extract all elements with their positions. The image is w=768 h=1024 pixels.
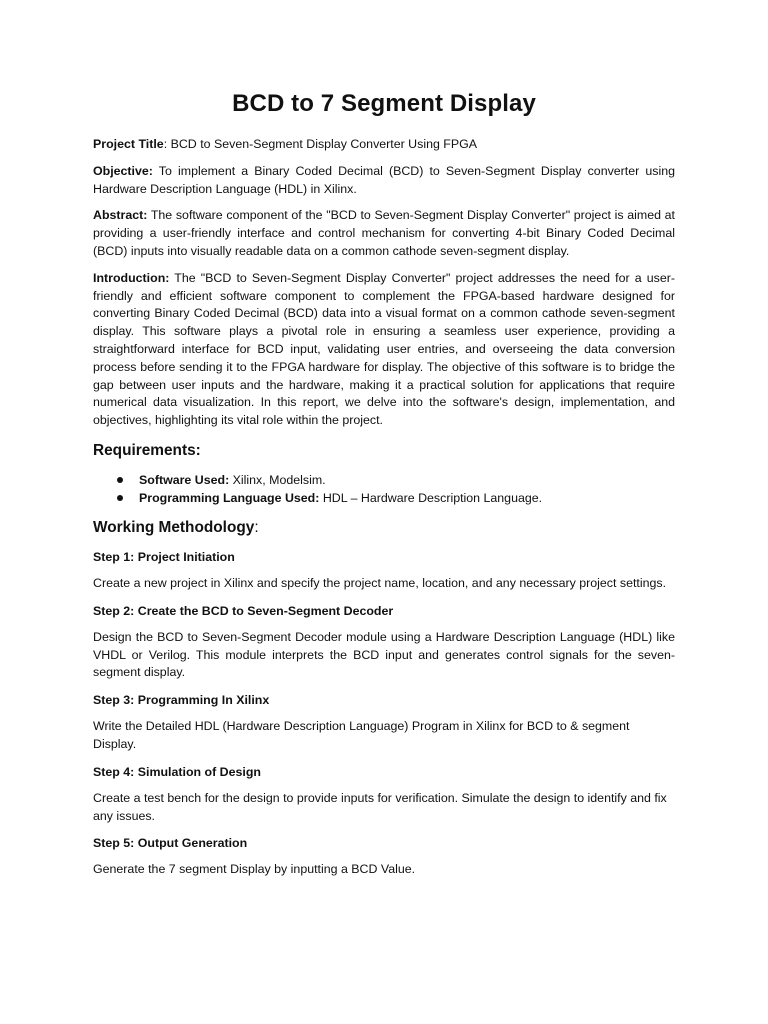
requirements-list (93, 471, 675, 507)
step-title: Step 3: Programming In Xilinx (93, 693, 270, 708)
objective-text: To implement a Binary Coded Decimal (BCD) to Seven-Segment Display converter using Hardware Description Language (HDL) in Xilinx. (93, 163, 675, 196)
requirement-label: Software Used: (139, 472, 230, 487)
objective-paragraph (93, 163, 675, 199)
project-title-sep: : (163, 137, 171, 151)
list-item (139, 471, 675, 489)
step-title: Step 4: Simulation of Design (93, 764, 261, 779)
requirement-text: HDL – Hardware Description Language. (319, 490, 543, 505)
list-item (139, 489, 675, 507)
requirement-text: Xilinx, Modelsim. (229, 472, 326, 487)
methodology-heading (93, 518, 675, 538)
methodology-heading-text: Working Methodology (93, 518, 255, 536)
document-title: BCD to 7 Segment Display (232, 90, 536, 117)
requirement-label: Programming Language Used: (139, 490, 320, 505)
step-title: Step 1: Project Initiation (93, 549, 235, 564)
step-body: Write the Detailed HDL (Hardware Description Language) Program in Xilinx for BCD to & segment Display. (93, 719, 630, 751)
project-title-value: BCD to Seven-Segment Display Converter Using FPGA (170, 137, 478, 151)
step-body: Generate the 7 segment Display by inputting a BCD Value. (93, 862, 416, 877)
abstract-text: The software component of the "BCD to Seven-Segment Display Converter" project is aimed at providing a user-friendly interface and control mechanism for converting 4-bit Binary Coded Decimal (BCD) inputs into visually readable data on a common cathode seven-segment display. (93, 208, 675, 258)
project-title-line (93, 136, 675, 154)
introduction-paragraph (93, 270, 675, 430)
step-title: Step 2: Create the BCD to Seven-Segment Decoder (93, 603, 394, 618)
step-title: Step 5: Output Generation (93, 836, 248, 851)
abstract-label: Abstract: (93, 208, 148, 223)
step-body: Create a new project in Xilinx and specify the project name, location, and any necessary project settings. (93, 575, 667, 590)
introduction-label: Introduction: (93, 270, 170, 285)
step-body: Design the BCD to Seven-Segment Decoder module using a Hardware Description Language (HDL) like VHDL or Verilog. This module interprets the BCD input and generates control signals for the seven-segment display. (93, 629, 675, 680)
objective-label: Objective: (93, 163, 153, 178)
abstract-paragraph (93, 207, 675, 260)
introduction-text: The "BCD to Seven-Segment Display Converter" project addresses the need for a user-friendly and efficient software component to complement the FPGA-based hardware designed for converting Binary Coded Decimal (BCD) data into a visual format on a common cathode seven-segment display. This software plays a pivotal role in ensuring a seamless user experience, providing a straightforward interface for BCD input, validating user entries, and overseeing the data conversion process before sending it to the FPGA hardware for display. The objective of this software is to bridge the gap between user inputs and the hardware, making it a practical solution for applications that require numerical data visualization. In this report, we delve into the software's design, implementation, and objectives, highlighting its vital role within the project. (93, 270, 675, 428)
methodology-heading-suffix: : (254, 518, 259, 536)
project-title-label: Project Title (93, 137, 164, 151)
step-body: Create a test bench for the design to provide inputs for verification. Simulate the design to identify and fix any issues. (93, 790, 667, 823)
requirements-heading: Requirements: (93, 441, 201, 459)
